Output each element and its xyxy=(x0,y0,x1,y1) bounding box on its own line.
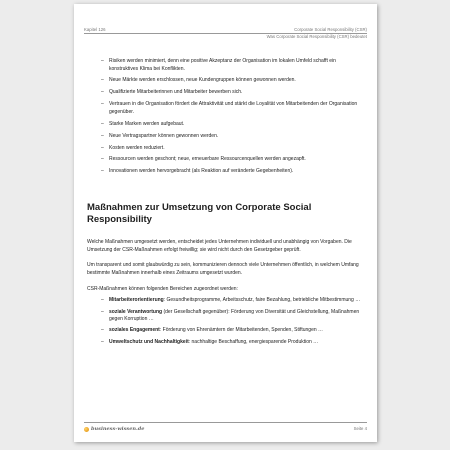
list-item-term: Mitarbeiterorientierung xyxy=(109,297,164,304)
list-item-term: soziales Engagement xyxy=(109,327,160,334)
list-item-text: Starke Marken werden aufgebaut. xyxy=(109,120,185,127)
list-item: – Umweltschutz und Nachhaltigkeit: nachhaltige Beschaffung, energiesparende Produktion … xyxy=(101,338,319,345)
list-item: – Neue Vertragspartner können gewonnen werden. xyxy=(101,132,219,139)
paragraph-2: Um transparent und somit glaubwürdig zu sein, kommunizieren dennoch viele Unternehmen öffentlich, in welchem Umfang bestimmte Maßnahmen innerhalb eines Zeitraums umgesetzt wurden. xyxy=(87,262,359,277)
list-item-text: Neue Vertragspartner können gewonnen werden. xyxy=(109,132,219,139)
list-item: – Qualifizierte Mitarbeiterinnen und Mitarbeiter bewerben sich. xyxy=(101,89,243,96)
document-page xyxy=(74,4,377,442)
list-item: – Risiken werden minimiert, denn eine positive Akzeptanz der Organisation im lokalen Umfeld schafft ein konstruktives Klima bei Konflikten. xyxy=(101,58,336,72)
paragraph-3: CSR-Maßnahmen können folgenden Bereichen zugeordnet werden: xyxy=(87,285,238,292)
header-subtitle: Was Corporate Social Responsibility (CSR) bedeutet xyxy=(266,34,367,39)
list-item-text: Neue Märkte werden erschlossen, neue Kundengruppen können gewonnen werden. xyxy=(109,77,296,84)
list-item-term: Umweltschutz und Nachhaltigkeit xyxy=(109,338,189,345)
paragraph-1: Welche Maßnahmen umgesetzt werden, entscheidet jedes Unternehmen individuell und unabhängig von Vorgaben. Die Umsetzung der CSR-Maßnahmen erfolgt freiwillig; sie wird nicht durch den Gesetzgeber geprüft. xyxy=(87,238,352,253)
list-item-text: : nachhaltige Beschaffung, energiesparende Produktion … xyxy=(188,338,319,345)
list-item: – Ressourcen werden geschont; neue, erneuerbare Ressourcenquellen werden angezapft. xyxy=(101,156,306,163)
list-item-text: Vertrauen in die Organisation fördert die Attraktivität und stärkt die Loyalität von Mitarbeitenden der Organisation gegenüber. xyxy=(109,101,358,115)
list-item: – Innovationen werden hervorgebracht (als Reaktion auf veränderte Gegebenheiten). xyxy=(101,168,294,175)
page-number: Seite 4 xyxy=(353,426,367,431)
list-item: – Neue Märkte werden erschlossen, neue Kundengruppen können gewonnen werden. xyxy=(101,77,296,84)
logo-dot-icon xyxy=(84,427,89,432)
list-item: – Mitarbeiterorientierung: Gesundheitsprogramme, Arbeitsschutz, faire Bezahlung, betriebliche Mitbestimmung … xyxy=(101,297,361,304)
list-item: – Vertrauen in die Organisation fördert die Attraktivität und stärkt die Loyalität von Mitarbeitenden der Organisation gegenüber. xyxy=(101,101,358,115)
header-title: Corporate Social Responsibility (CSR) xyxy=(294,27,367,32)
footer-logo xyxy=(84,425,144,433)
list-item: – Starke Marken werden aufgebaut. xyxy=(101,120,185,127)
logo-text: business-wissen.de xyxy=(91,426,145,432)
list-item-text: Innovationen werden hervorgebracht (als Reaktion auf veränderte Gegebenheiten). xyxy=(109,168,294,175)
list-item-term: soziale Verantwortung xyxy=(109,308,163,315)
list-item-text: Ressourcen werden geschont; neue, erneuerbare Ressourcenquellen werden angezapft. xyxy=(109,156,306,163)
page-content xyxy=(87,58,361,350)
list-item: – Kosten werden reduziert. xyxy=(101,144,165,151)
measures-list xyxy=(87,297,361,346)
list-item-text: Kosten werden reduziert. xyxy=(109,144,165,151)
header-chapter: Kapitel 126 xyxy=(84,27,106,32)
list-item-text: Risiken werden minimiert, denn eine positive Akzeptanz der Organisation im lokalen Umfeld schafft ein konstruktives Klima bei Konflikten. xyxy=(109,58,336,72)
benefits-list xyxy=(87,58,361,176)
list-item-text: (der Gesellschaft gegenüber): Förderung von Diversität und Gleichstellung, Maßnahmen gegen Korruption … xyxy=(109,308,360,323)
list-item-text: : Gesundheitsprogramme, Arbeitsschutz, faire Bezahlung, betriebliche Mitbestimmung … xyxy=(163,297,361,304)
list-item: – soziale Verantwortung (der Gesellschaft gegenüber): Förderung von Diversität und Gleichstellung, Maßnahmen gegen Korruption … xyxy=(101,308,360,323)
section-heading: Maßnahmen zur Umsetzung von Corporate Social Responsibility xyxy=(87,201,312,225)
list-item: – soziales Engagement: Förderung von Ehrenämtern der Mitarbeitenden, Spenden, Stiftungen … xyxy=(101,327,324,334)
footer-rule xyxy=(84,422,367,423)
list-item-text: : Förderung von Ehrenämtern der Mitarbeitenden, Spenden, Stiftungen … xyxy=(159,327,324,334)
list-item-text: Qualifizierte Mitarbeiterinnen und Mitarbeiter bewerben sich. xyxy=(109,89,243,96)
